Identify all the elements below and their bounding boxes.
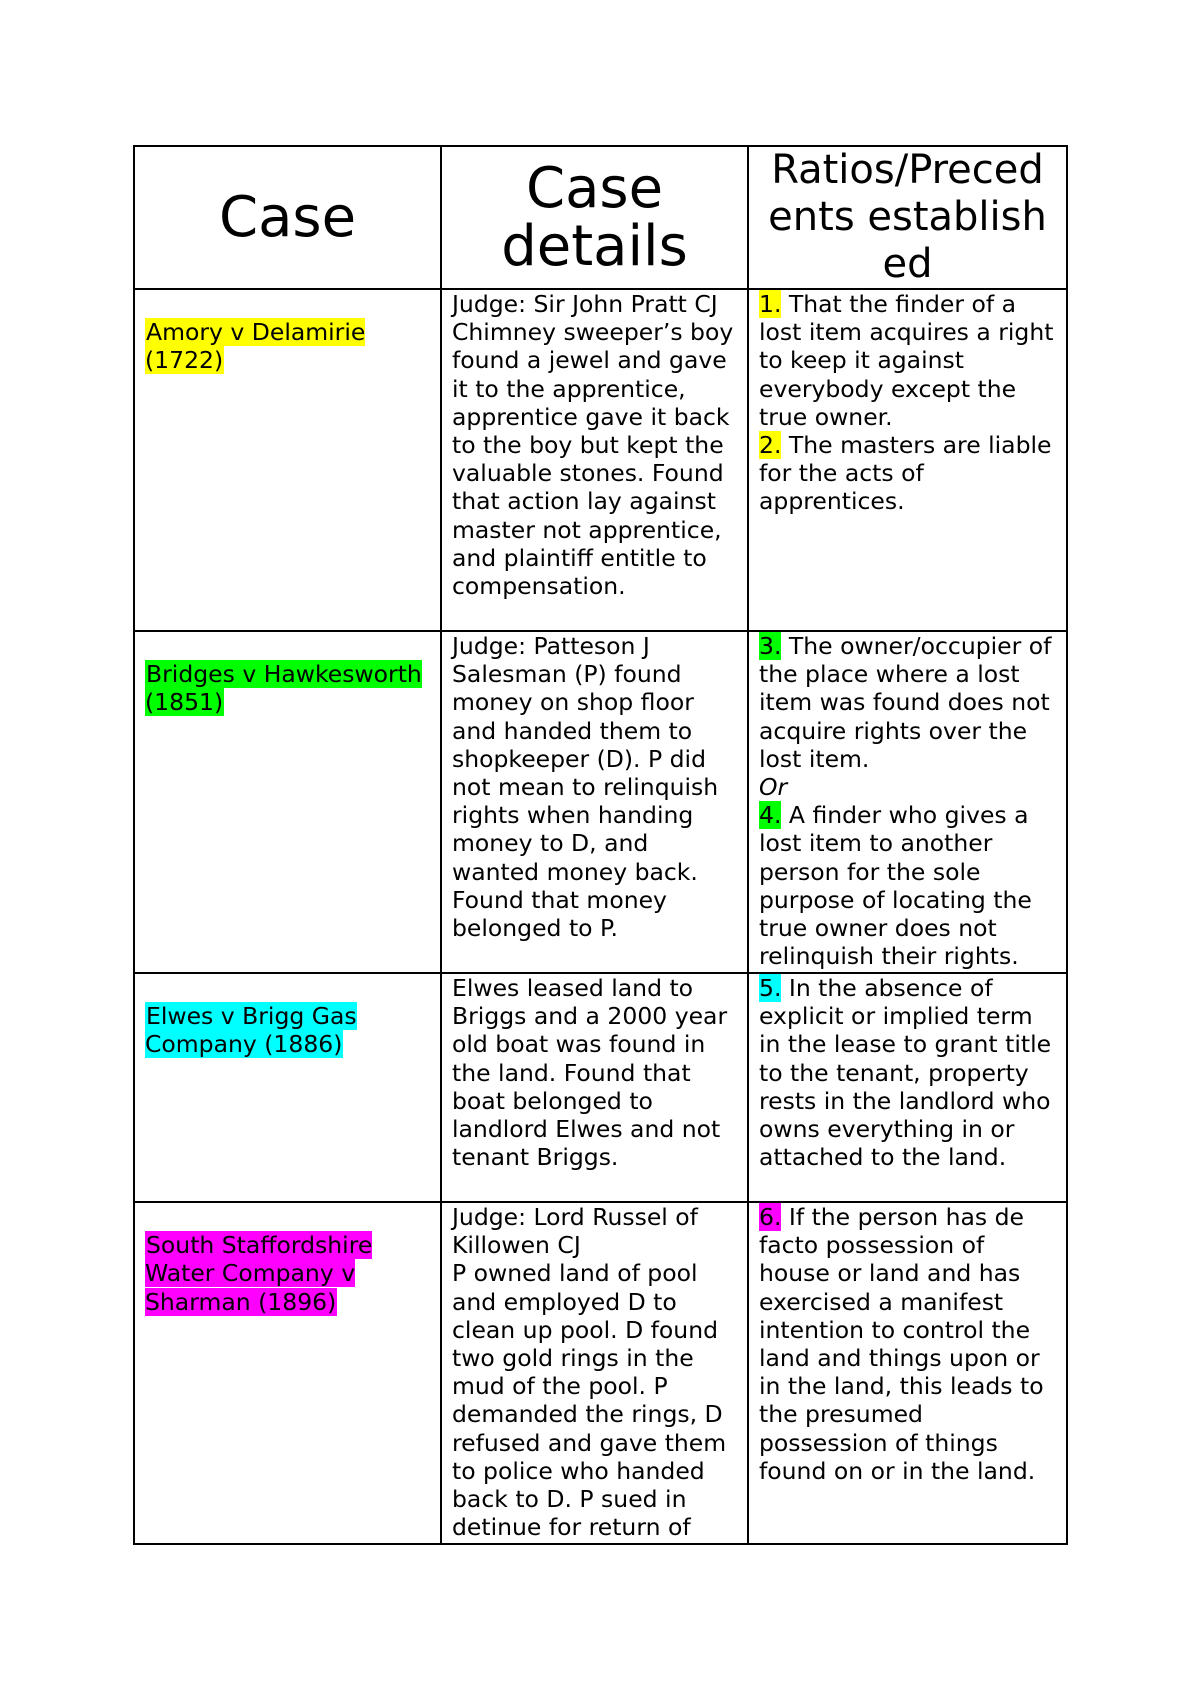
ratio-item xyxy=(759,632,1056,773)
case-table xyxy=(133,145,1068,1545)
ratio-text: If the person has de facto possession of house or land and has exercised a manifest intention to control the land and things upon or in the land, this leads to the presumed possession of things found on or in the land. xyxy=(759,1203,1044,1485)
ratio-text: The owner/occupier of the place where a lost item was found does not acquire rights over the lost item. xyxy=(759,632,1052,773)
case-name: Elwes v Brigg Gas Company (1886) xyxy=(145,1002,357,1059)
table-row xyxy=(134,289,1067,631)
ratios-cell xyxy=(748,289,1067,631)
case-details: Judge: Sir John Pratt CJ Chimney sweeper’s boy found a jewel and gave it to the apprentice, apprentice gave it back to the boy but kept the valuable stones. Found that action lay against master not apprentice, and plaintiff entitle to compensation. xyxy=(452,290,734,601)
header-details xyxy=(441,146,748,289)
table-row xyxy=(134,973,1067,1202)
ratio-number: 2. xyxy=(759,431,782,460)
ratio-item xyxy=(759,801,1056,970)
case-name-cell xyxy=(134,289,441,631)
header-case xyxy=(134,146,441,289)
ratio-item xyxy=(759,974,1056,1171)
ratio-number: 5. xyxy=(759,974,782,1002)
ratios-cell xyxy=(748,1202,1067,1544)
case-details: Judge: Patteson J Salesman (P) found money on shop floor and handed them to shopkeeper (D). P did not mean to relinquish rights when handing money to D, and wanted money back. Found that money belonged to P. xyxy=(452,632,719,943)
case-details: Elwes leased land to Briggs and a 2000 year old boat was found in the land. Found that boat belonged to landlord Elwes and not tenant Briggs. xyxy=(452,974,728,1172)
case-name-cell xyxy=(134,1202,441,1544)
case-details: Judge: Lord Russel of Killowen CJ P owned land of pool and employed D to clean up pool. D found two gold rings in the mud of the pool. P demanded the rings, D refused and gave them to police who handed back to D. P sued in detinue for return of xyxy=(452,1203,727,1541)
case-details-cell xyxy=(441,289,748,631)
ratios-cell xyxy=(748,973,1067,1202)
ratio-connector: Or xyxy=(759,773,788,802)
case-details-cell xyxy=(441,631,748,973)
header-ratios xyxy=(748,146,1067,289)
ratios-cell xyxy=(748,631,1067,973)
ratio-item xyxy=(759,1203,1056,1485)
ratio-number: 3. xyxy=(759,632,782,660)
header-case-text: Case xyxy=(218,184,357,250)
ratio-text: A finder who gives a lost item to another person for the sole purpose of locating the true owner does not relinquish their rights. xyxy=(759,801,1032,970)
ratio-item xyxy=(759,431,1056,516)
case-name-cell xyxy=(134,973,441,1202)
case-name: South Staffordshire Water Company v Sharman (1896) xyxy=(145,1231,373,1316)
ratio-text: That the finder of a lost item acquires a right to keep it against everybody except the true owner. xyxy=(759,290,1054,431)
table-row xyxy=(134,631,1067,973)
case-details-cell xyxy=(441,973,748,1202)
case-name: Bridges v Hawkesworth (1851) xyxy=(145,660,422,717)
case-name: Amory v Delamirie (1722) xyxy=(145,318,366,375)
header-row xyxy=(134,146,1067,289)
ratio-item xyxy=(759,290,1056,431)
table-row xyxy=(134,1202,1067,1544)
case-name-cell xyxy=(134,631,441,973)
ratio-number: 6. xyxy=(759,1203,782,1231)
ratio-number: 4. xyxy=(759,801,782,830)
case-details-cell xyxy=(441,1202,748,1544)
ratio-text: In the absence of explicit or implied term in the lease to grant title to the tenant, property rests in the landlord who owns everything in or attached to the land. xyxy=(759,974,1052,1172)
ratio-text: The masters are liable for the acts of apprentices. xyxy=(759,431,1052,516)
header-ratios-text: Ratios/Precedents established xyxy=(768,147,1047,287)
header-details-text: Case details xyxy=(501,155,688,279)
ratio-number: 1. xyxy=(759,290,782,318)
